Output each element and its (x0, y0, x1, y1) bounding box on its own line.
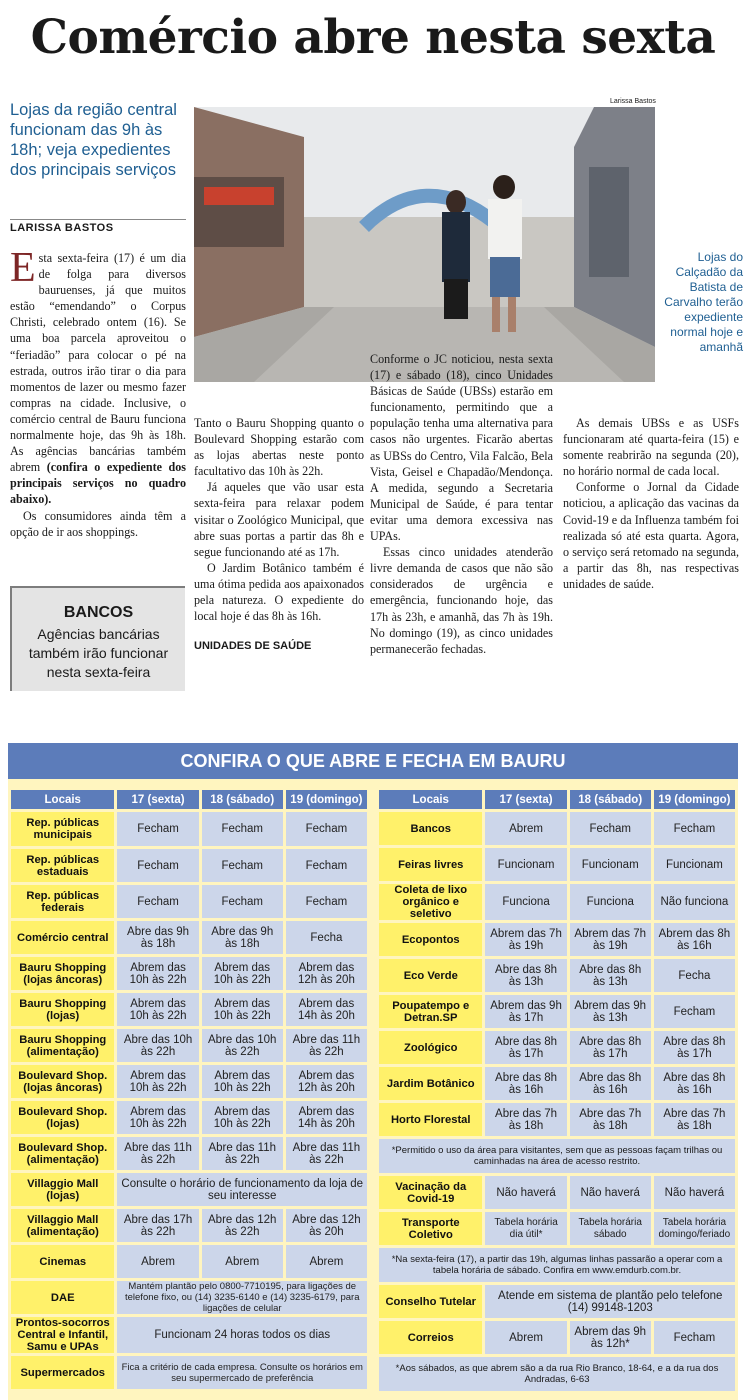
row-label: Cinemas (11, 1245, 114, 1278)
column-header: 19 (domingo) (286, 790, 367, 809)
row-value: Abrem das 9h às 17h (485, 995, 566, 1028)
schedule-title: CONFIRA O QUE ABRE E FECHA EM BAURU (8, 743, 738, 779)
row-value: Abrem (485, 1321, 566, 1354)
row-value: Abrem das 12h às 20h (286, 957, 367, 990)
table-row (379, 1067, 735, 1100)
row-value: Abre das 8h às 16h (485, 1067, 566, 1100)
table-row (11, 885, 367, 918)
row-label: Correios (379, 1321, 482, 1354)
row-value: Fecham (202, 849, 283, 882)
row-value: Fecham (202, 885, 283, 918)
article-paragraph: Já aqueles que vão usar esta sexta-feira para relaxar podem visitar o Zoológico Municipal, que abre suas portas a partir das 8h e segue funcionando até as 17h. (194, 480, 364, 559)
row-label: Vacinação da Covid-19 (379, 1176, 482, 1209)
row-value: Abrem (117, 1245, 198, 1278)
row-value: Tabela horária domingo/feriado (654, 1212, 735, 1245)
row-value: Abre das 10h às 22h (117, 1029, 198, 1062)
row-value: Abre das 10h às 22h (202, 1029, 283, 1062)
article-column-3 (370, 352, 553, 745)
row-label: Boulevard Shop. (lojas âncoras) (11, 1065, 114, 1098)
photo-credit: Larissa Bastos (610, 98, 656, 105)
table-row (11, 1317, 367, 1353)
section-heading: UNIDADES DE SAÚDE (194, 640, 312, 653)
row-label: Prontos-socorros Central e Infantil, Samu e UPAs (11, 1317, 114, 1353)
row-label: Boulevard Shop. (lojas) (11, 1101, 114, 1134)
row-label: Rep. públicas municipais (11, 812, 114, 846)
row-value: Abrem das 10h às 22h (202, 993, 283, 1026)
table-row (379, 995, 735, 1028)
row-value: Abrem das 8h às 16h (654, 923, 735, 956)
photo-caption: Lojas do Calçadão da Batista de Carvalho terão expediente normal hoje e amanhã (664, 250, 743, 354)
row-value: Abrem das 14h às 20h (286, 993, 367, 1026)
row-value: Abre das 9h às 18h (202, 921, 283, 954)
bancos-box (10, 586, 185, 691)
table-row (11, 921, 367, 954)
row-value: Abrem (286, 1245, 367, 1278)
row-value: Abre das 9h às 18h (117, 921, 198, 954)
row-value: Abre das 11h às 22h (117, 1137, 198, 1170)
column-header: 17 (sexta) (117, 790, 198, 809)
table-row (379, 884, 735, 920)
row-value: Não funciona (654, 884, 735, 920)
row-value: Abre das 7h às 18h (654, 1103, 735, 1136)
row-value: Fecham (202, 812, 283, 846)
row-label: Villaggio Mall (lojas) (11, 1173, 114, 1206)
row-value: Abre das 8h às 16h (654, 1067, 735, 1100)
row-value: Abre das 12h às 22h (202, 1209, 283, 1242)
row-label: Rep. públicas estaduais (11, 849, 114, 882)
table-row (379, 923, 735, 956)
row-value: Abrem (202, 1245, 283, 1278)
row-label: Feiras livres (379, 848, 482, 881)
row-label: Zoológico (379, 1031, 482, 1064)
table-row (379, 848, 735, 881)
row-value: Funcionam (570, 848, 651, 881)
row-value: Abre das 7h às 18h (570, 1103, 651, 1136)
row-value: Abre das 17h às 22h (117, 1209, 198, 1242)
table-row (11, 1173, 367, 1206)
row-value: Fecha (654, 959, 735, 992)
row-label: Bauru Shopping (alimentação) (11, 1029, 114, 1062)
row-value: Abrem das 10h às 22h (117, 1065, 198, 1098)
article-paragraph: sta sexta-feira (17) é um dia de folga para diversos bauruenses, já que muitos estão “emendando” o Corpus Christi, celebrado ontem (16). Se uma boa parcela aproveitou o “feriadão” para colocar o pé na estrada, outros irão tirar o dia para momentos de lazer ou mesmo fazer compras na cidade. Inclusive, o comércio central de Bauru funciona normalmente hoje, das 9h às 18h. As agências bancárias também abrem (10, 251, 186, 475)
article-column-4 (563, 415, 739, 592)
row-value: Abrem das 7h às 19h (485, 923, 566, 956)
row-label: Bauru Shopping (lojas âncoras) (11, 957, 114, 990)
table-row (11, 1356, 367, 1389)
row-value: Funciona (485, 884, 566, 920)
headline: Comércio abre nesta sexta (30, 10, 716, 65)
article-paragraph: Os consumidores ainda têm a opção de ir aos shoppings. (10, 508, 186, 539)
column-header: 19 (domingo) (654, 790, 735, 809)
row-value: Funcionam (485, 848, 566, 881)
row-label: Boulevard Shop. (alimentação) (11, 1137, 114, 1170)
row-label: Villaggio Mall (alimentação) (11, 1209, 114, 1242)
row-value: Abrem (485, 812, 566, 845)
row-value: Fecham (286, 885, 367, 918)
note-row (379, 1357, 735, 1391)
row-label: Transporte Coletivo (379, 1212, 482, 1245)
row-value: Abrem das 10h às 22h (117, 957, 198, 990)
row-label: Ecopontos (379, 923, 482, 956)
table-row (379, 959, 735, 992)
column-header: 17 (sexta) (485, 790, 566, 809)
row-label: Comércio central (11, 921, 114, 954)
table-row (379, 812, 735, 845)
row-value: Tabela horária dia útil* (485, 1212, 566, 1245)
row-value: Abre das 8h às 13h (485, 959, 566, 992)
row-value: Fecham (117, 812, 198, 846)
table-row (379, 1212, 735, 1245)
table-note: *Aos sábados, as que abrem são a da rua Rio Branco, 18-64, e a da rua dos Andradas, 6-63 (379, 1357, 735, 1391)
row-value: Não haverá (570, 1176, 651, 1209)
dropcap: E (10, 245, 36, 291)
row-label: Bancos (379, 812, 482, 845)
table-row (11, 1137, 367, 1170)
row-value: Fecham (117, 849, 198, 882)
row-value: Abre das 8h às 17h (570, 1031, 651, 1064)
note-row (379, 1248, 735, 1282)
row-value: Abrem das 10h às 22h (202, 1065, 283, 1098)
schedule-box (8, 743, 738, 1400)
row-value: Abre das 11h às 22h (286, 1137, 367, 1170)
table-note: *Permitido o uso da área para visitantes, sem que as pessoas façam trilhas ou caminhadas na área de acesso restrito. (379, 1139, 735, 1173)
table-note: *Na sexta-feira (17), a partir das 19h, algumas linhas passarão a operar com a tabela horária de sábado. Confira em www.emdurb.com.br. (379, 1248, 735, 1282)
article-paragraph: O Jardim Botânico também é uma ótima pedida aos apaixonados pela natureza. O expediente do local hoje é das 8h às 16h. (194, 560, 364, 624)
schedule-table-right (376, 787, 738, 1394)
column-header: 18 (sábado) (202, 790, 283, 809)
row-value: Abrem das 14h às 20h (286, 1101, 367, 1134)
table-row (11, 1029, 367, 1062)
row-value: Funcionam (654, 848, 735, 881)
table-row (11, 849, 367, 882)
article-column-1 (10, 245, 186, 540)
row-label: Bauru Shopping (lojas) (11, 993, 114, 1026)
note-row (379, 1139, 735, 1173)
article-paragraph: Tanto o Bauru Shopping quanto o Boulevard Shopping estarão com as lojas abertas neste ponto facultativo das 10h às 22h. (194, 416, 364, 479)
row-label: Horto Florestal (379, 1103, 482, 1136)
row-value: Abrem das 9h às 13h (570, 995, 651, 1028)
table-row (11, 1245, 367, 1278)
row-value: Abre das 11h às 22h (202, 1137, 283, 1170)
subheadline: Lojas da região central funcionam das 9h às 18h; veja expedientes dos principais serviços (10, 101, 177, 179)
article-paragraph: Conforme o JC noticiou, nesta sexta (17) e sábado (18), cinco Unidades Básicas de Saúde (UBSs) estarão em funcionamento, permitindo que a população tenha uma alternativa para casos não urgentes. Ficarão abertas as UBSs do Centro, Vila Falcão, Bela Vista, Geisel e Chapadão/Mendonça. A medida, segundo a Secretaria Municipal de Saúde, é para tentar evitar uma demora excessiva nas UPAs. (370, 352, 553, 544)
row-label: Supermercados (11, 1356, 114, 1389)
row-label: Eco Verde (379, 959, 482, 992)
row-value: Abrem das 10h às 22h (202, 957, 283, 990)
row-label: Conselho Tutelar (379, 1285, 482, 1318)
article-emphasis: (confira o expediente dos principais serviços no quadro abaixo). (10, 460, 186, 507)
row-label: Jardim Botânico (379, 1067, 482, 1100)
column-header: Locais (11, 790, 114, 809)
bancos-title: BANCOS (63, 604, 134, 621)
table-row (379, 1103, 735, 1136)
row-value: Abre das 11h às 22h (286, 1029, 367, 1062)
table-row (379, 1285, 735, 1318)
article-paragraph: As demais UBSs e as USFs funcionaram até quarta-feira (15) e somente reabrirão na segunda (20), no horário normal de cada local. (563, 416, 739, 479)
row-value: Fecham (654, 812, 735, 845)
row-value: Abre das 8h às 17h (485, 1031, 566, 1064)
row-value: Abre das 8h às 16h (570, 1067, 651, 1100)
row-value: Abre das 8h às 13h (570, 959, 651, 992)
row-value: Abrem das 10h às 22h (117, 993, 198, 1026)
byline: LARISSA BASTOS (10, 219, 186, 234)
row-value: Fecha (286, 921, 367, 954)
row-label: Poupatempo e Detran.SP (379, 995, 482, 1028)
table-row (11, 1281, 367, 1314)
row-value: Abrem das 7h às 19h (570, 923, 651, 956)
article-paragraph: Conforme o Jornal da Cidade noticiou, a aplicação das vacinas da Covid-19 e da Influenza também foi realizada só até esta quarta. Agora, o serviço será retomado na segunda, a partir das 8h, nas respectivas unidades de saúde. (563, 480, 739, 591)
row-label: Coleta de lixo orgânico e seletivo (379, 884, 482, 920)
article-column-2 (194, 415, 364, 654)
table-row (11, 993, 367, 1026)
row-value: Funciona (570, 884, 651, 920)
row-value-span: Funcionam 24 horas todos os dias (117, 1317, 367, 1353)
table-row (11, 1209, 367, 1242)
row-value-span: Mantém plantão pelo 0800-7710195, para ligações de telefone fixo, ou (14) 3235-6140 e (14) 3235-6179, para ligações de celular (117, 1281, 367, 1314)
table-row (11, 957, 367, 990)
street-photo (194, 107, 655, 382)
table-row (11, 812, 367, 846)
row-value: Fecham (654, 1321, 735, 1354)
row-value: Tabela horária sábado (570, 1212, 651, 1245)
row-value: Fecham (117, 885, 198, 918)
row-value: Fecham (570, 812, 651, 845)
row-value-span: Consulte o horário de funcionamento da loja de seu interesse (117, 1173, 367, 1206)
row-label: DAE (11, 1281, 114, 1314)
article-paragraph: Essas cinco unidades atenderão livre demanda de casos que não são considerados de urgência e emergência, funcionando hoje, das 17h às 23h, e amanhã, das 7h às 19h. No domingo (19), as cinco unidades permanecerão fechadas. (370, 545, 553, 656)
row-label: Rep. públicas federais (11, 885, 114, 918)
column-header: Locais (379, 790, 482, 809)
row-value: Abre das 12h às 20h (286, 1209, 367, 1242)
table-row (379, 1031, 735, 1064)
row-value: Abrem das 10h às 22h (202, 1101, 283, 1134)
column-header: 18 (sábado) (570, 790, 651, 809)
row-value: Não haverá (654, 1176, 735, 1209)
row-value: Abre das 7h às 18h (485, 1103, 566, 1136)
row-value-span: Atende em sistema de plantão pelo telefone (14) 99148-1203 (485, 1285, 735, 1318)
row-value: Abrem das 9h às 12h* (570, 1321, 651, 1354)
table-row (379, 1176, 735, 1209)
row-value-span: Fica a critério de cada empresa. Consulte os horários em seu supermercado de preferência (117, 1356, 367, 1389)
header-row (379, 790, 735, 809)
row-value: Fecham (654, 995, 735, 1028)
header-row (11, 790, 367, 809)
row-value: Abrem das 12h às 20h (286, 1065, 367, 1098)
schedule-table-left (8, 787, 370, 1392)
bancos-description: Agências bancárias também irão funcionar nesta sexta-feira (28, 626, 169, 680)
table-row (379, 1321, 735, 1354)
row-value: Fecham (286, 849, 367, 882)
row-value: Fecham (286, 812, 367, 846)
row-value: Abrem das 10h às 22h (117, 1101, 198, 1134)
row-value: Não haverá (485, 1176, 566, 1209)
row-value: Abre das 8h às 17h (654, 1031, 735, 1064)
table-row (11, 1101, 367, 1134)
table-row (11, 1065, 367, 1098)
